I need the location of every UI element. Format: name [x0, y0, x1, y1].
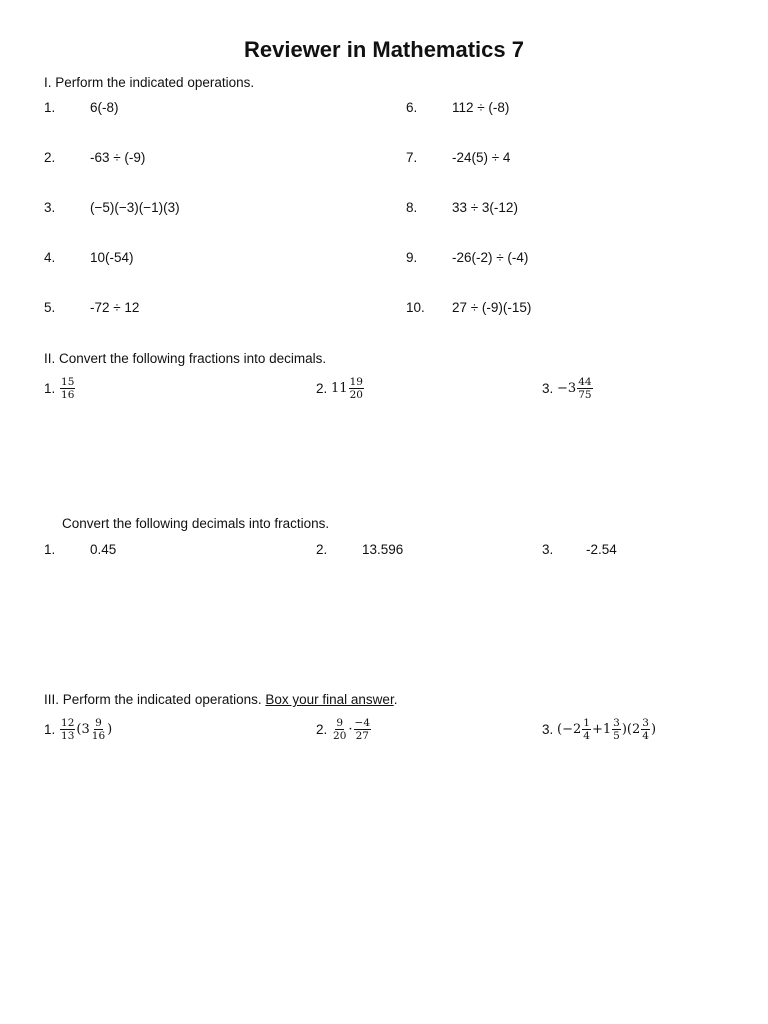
- fraction: [641, 717, 650, 742]
- item-expression: (−5)(−3)(−1)(3): [90, 200, 180, 215]
- problem-label: 1.: [44, 381, 56, 397]
- numerator: 12: [61, 717, 75, 729]
- numerator: −4: [354, 717, 371, 729]
- section-1-heading: I. Perform the indicated operations.: [44, 75, 255, 90]
- denominator: 27: [355, 730, 369, 743]
- denominator: 5: [613, 730, 620, 743]
- item-expression: 27 ÷ (-9)(-15): [452, 300, 532, 315]
- fraction: [349, 376, 364, 401]
- denominator: 4: [583, 730, 590, 743]
- fraction: [91, 717, 106, 742]
- denominator: 75: [578, 389, 592, 402]
- denominator: 13: [61, 730, 75, 743]
- decimal-value: 0.45: [90, 542, 117, 557]
- numerator: 9: [95, 717, 102, 729]
- section-2-subheading: Convert the following decimals into fractions.: [62, 516, 330, 531]
- section-2-heading: II. Convert the following fractions into decimals.: [44, 351, 327, 366]
- decimal-value: 13.596: [362, 542, 404, 557]
- fraction-problem-3: [542, 376, 594, 401]
- fraction-problem-2: [316, 376, 365, 401]
- numerator: 19: [349, 376, 363, 388]
- problem-label: 2.: [316, 722, 328, 738]
- item-number: 2.: [316, 542, 328, 557]
- numerator: 3: [642, 717, 649, 729]
- plus-sign: +: [591, 722, 603, 738]
- item-number: 4.: [44, 250, 56, 265]
- numerator: 9: [336, 717, 344, 729]
- open-paren: (: [76, 722, 82, 738]
- numerator: 1: [583, 717, 590, 729]
- item-number: 10.: [406, 300, 425, 315]
- item-expression: 33 ÷ 3(-12): [452, 200, 518, 215]
- item-expression: 112 ÷ (-8): [452, 100, 510, 115]
- item-number: 7.: [406, 150, 418, 165]
- problem-label: 3.: [542, 722, 554, 738]
- section-3-heading: [44, 692, 397, 707]
- whole-number: 11: [331, 381, 348, 397]
- close-paren: ): [107, 722, 113, 738]
- item-number: 3.: [542, 542, 554, 557]
- numerator: 3: [613, 717, 620, 729]
- item-expression: 6(-8): [90, 100, 119, 115]
- heading-text: III. Perform the indicated operations.: [44, 692, 266, 707]
- problem-label: 3.: [542, 381, 554, 397]
- item-expression: -72 ÷ 12: [90, 300, 140, 315]
- close-paren: ): [650, 722, 657, 738]
- item-number: 5.: [44, 300, 56, 315]
- item-number: 1.: [44, 542, 56, 557]
- numerator: 44: [578, 376, 592, 388]
- operation-problem-3: [542, 717, 656, 742]
- operation-problem-1: [44, 717, 112, 742]
- whole-number: −2: [562, 722, 582, 738]
- whole-number: 2: [632, 722, 641, 738]
- fraction-problem-1: [44, 376, 76, 401]
- item-expression: 10(-54): [90, 250, 134, 265]
- open-paren: (: [557, 722, 563, 738]
- fraction: [60, 376, 75, 401]
- item-number: 1.: [44, 100, 56, 115]
- fraction: [582, 717, 591, 742]
- item-number: 8.: [406, 200, 418, 215]
- decimal-value: -2.54: [586, 542, 617, 557]
- heading-underlined-text: Box your final answer: [265, 692, 394, 707]
- fraction: [332, 717, 347, 742]
- item-number: 2.: [44, 150, 56, 165]
- heading-period: .: [393, 692, 398, 707]
- fraction: [577, 376, 592, 401]
- numerator: 15: [61, 376, 75, 388]
- fraction: [354, 717, 371, 742]
- item-number: 9.: [406, 250, 418, 265]
- item-expression: -26(-2) ÷ (-4): [452, 250, 529, 265]
- fraction: [612, 717, 621, 742]
- denominator: 4: [642, 730, 649, 743]
- problem-label: 2.: [316, 381, 328, 397]
- denominator: 16: [61, 389, 75, 402]
- operation-problem-2: [316, 717, 372, 742]
- middle-parens: )(: [621, 722, 632, 738]
- item-number: 6.: [406, 100, 418, 115]
- item-number: 3.: [44, 200, 56, 215]
- item-expression: -24(5) ÷ 4: [452, 150, 511, 165]
- whole-number: 1: [602, 722, 612, 738]
- whole-number: −3: [557, 381, 577, 397]
- multiply-dot: ·: [348, 722, 353, 738]
- denominator: 16: [91, 730, 106, 743]
- whole-number: 3: [81, 722, 90, 738]
- fraction: [60, 717, 75, 742]
- denominator: 20: [349, 389, 363, 402]
- page-title: Reviewer in Mathematics 7: [243, 37, 524, 62]
- denominator: 20: [333, 730, 347, 743]
- problem-label: 1.: [44, 722, 56, 738]
- item-expression: -63 ÷ (-9): [90, 150, 146, 165]
